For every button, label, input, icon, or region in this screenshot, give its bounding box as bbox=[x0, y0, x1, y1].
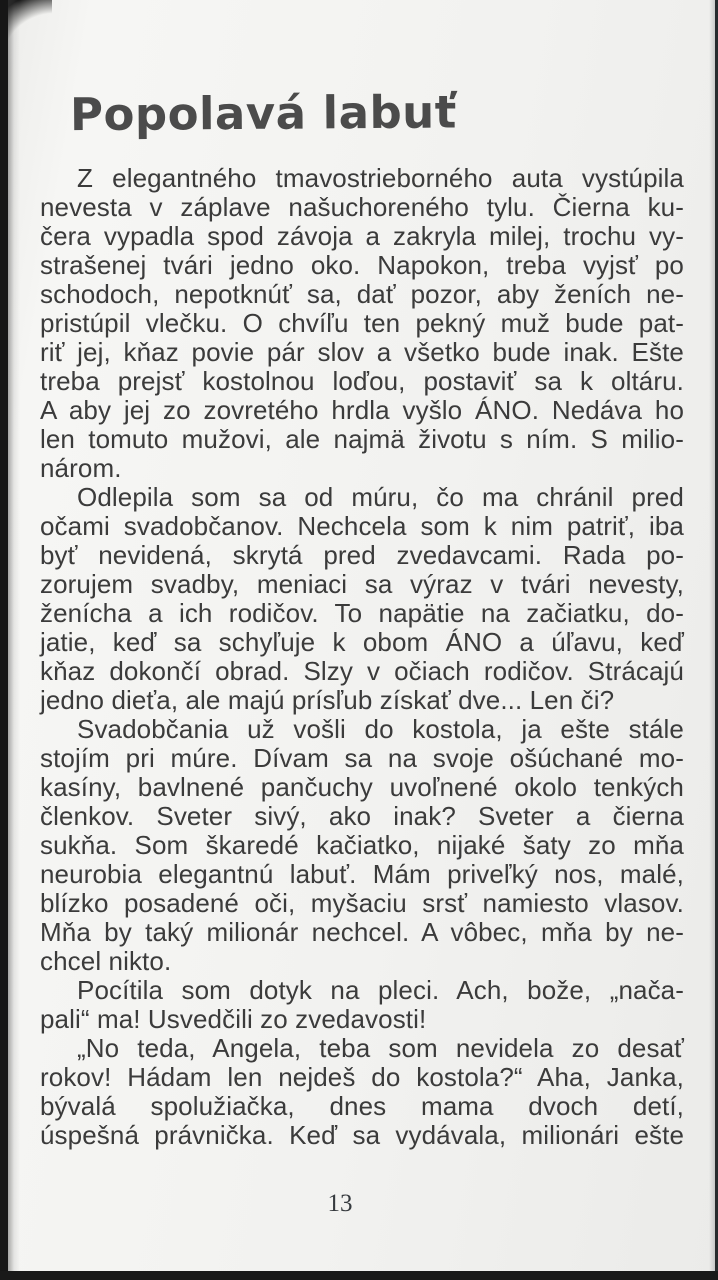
paragraph bbox=[40, 976, 684, 1034]
chapter-title: Popolavá labuť bbox=[69, 85, 457, 142]
text-line: jatie, keď sa schyľuje k obom ÁNO a úľavu, keď bbox=[40, 627, 684, 657]
text-line: úspešná právnička. Keď sa vydávala, milionári ešte bbox=[40, 1120, 684, 1150]
text-line: riť jej, kňaz povie pár slov a všetko bude inak. Ešte bbox=[40, 337, 684, 367]
text-line: ženícha a ich rodičov. To napätie na začiatku, do- bbox=[40, 598, 684, 628]
text-line: A aby jej zo zovretého hrdla vyšlo ÁNO. Nedáva ho bbox=[40, 395, 684, 425]
paragraph bbox=[40, 483, 684, 715]
text-line: Odlepila som sa od múru, čo ma chránil pred bbox=[77, 482, 684, 512]
paragraph bbox=[40, 164, 684, 483]
text-line: kasíny, bavlnené pančuchy uvoľnené okolo tenkých bbox=[40, 772, 684, 802]
text-line: nárom. bbox=[40, 453, 122, 483]
text-line: len tomuto mužovi, ale najmä životu s ním. S milio- bbox=[40, 424, 684, 454]
text-line: pristúpil vlečku. O chvíľu ten pekný muž bude pat- bbox=[40, 308, 684, 338]
text-line: zorujem svadby, meniaci sa výraz v tvári nevesty, bbox=[40, 569, 684, 599]
text-line: „No teda, Angela, teba som nevidela zo desať bbox=[77, 1033, 684, 1063]
text-line: strašenej tvári jedno oko. Napokon, treba vyjsť po bbox=[40, 250, 684, 280]
body-text bbox=[40, 164, 684, 1150]
paragraph bbox=[40, 715, 684, 976]
text-line: chcel nikto. bbox=[40, 946, 172, 976]
scan-left-edge bbox=[0, 0, 8, 1280]
text-line: Pocítila som dotyk na pleci. Ach, bože, „nača- bbox=[77, 975, 684, 1005]
text-line: stojím pri múre. Dívam sa na svoje ošúchané mo- bbox=[40, 743, 684, 773]
text-line: byť nevidená, skrytá pred zvedavcami. Rada po- bbox=[40, 540, 684, 570]
text-line: Mňa by taký milionár nechcel. A vôbec, mňa by ne- bbox=[40, 917, 684, 947]
text-line: nevesta v záplave našuchoreného tylu. Čierna ku- bbox=[40, 192, 684, 222]
text-line: Z elegantného tmavostrieborného auta vystúpila bbox=[77, 163, 684, 193]
page-number: 13 bbox=[327, 1190, 353, 1217]
text-line: bývalá spolužiačka, dnes mama dvoch detí, bbox=[40, 1091, 684, 1121]
text-line: členkov. Sveter sivý, ako inak? Sveter a čierna bbox=[40, 801, 684, 831]
text-line: neurobia elegantnú labuť. Mám priveľký nos, malé, bbox=[40, 859, 684, 889]
page-content bbox=[40, 0, 684, 1150]
text-line: schodoch, nepotknúť sa, dať pozor, aby ženích ne- bbox=[40, 279, 684, 309]
text-line: blízko posadené oči, myšaciu srsť namiesto vlasov. bbox=[40, 888, 684, 918]
text-line: kňaz dokončí obrad. Slzy v očiach rodičov. Strácajú bbox=[40, 656, 684, 686]
text-line: treba prejsť kostolnou loďou, postaviť sa k oltáru. bbox=[40, 366, 684, 396]
text-line: jedno dieťa, ale majú prísľub získať dve... Len či? bbox=[40, 685, 615, 715]
scan-bottom-edge bbox=[0, 1271, 718, 1280]
text-line: rokov! Hádam len nejdeš do kostola?“ Aha, Janka, bbox=[40, 1062, 684, 1092]
text-line: čera vypadla spod závoja a zakryla milej, trochu vy- bbox=[40, 221, 684, 251]
text-line: sukňa. Som škaredé kačiatko, nijaké šaty zo mňa bbox=[40, 830, 684, 860]
text-line: očami svadobčanov. Nechcela som k nim patriť, iba bbox=[40, 511, 684, 541]
text-line: pali“ ma! Usvedčili zo zvedavosti! bbox=[40, 1004, 427, 1034]
paragraph bbox=[40, 1034, 684, 1150]
text-line: Svadobčania už vošli do kostola, ja ešte stále bbox=[77, 714, 684, 744]
